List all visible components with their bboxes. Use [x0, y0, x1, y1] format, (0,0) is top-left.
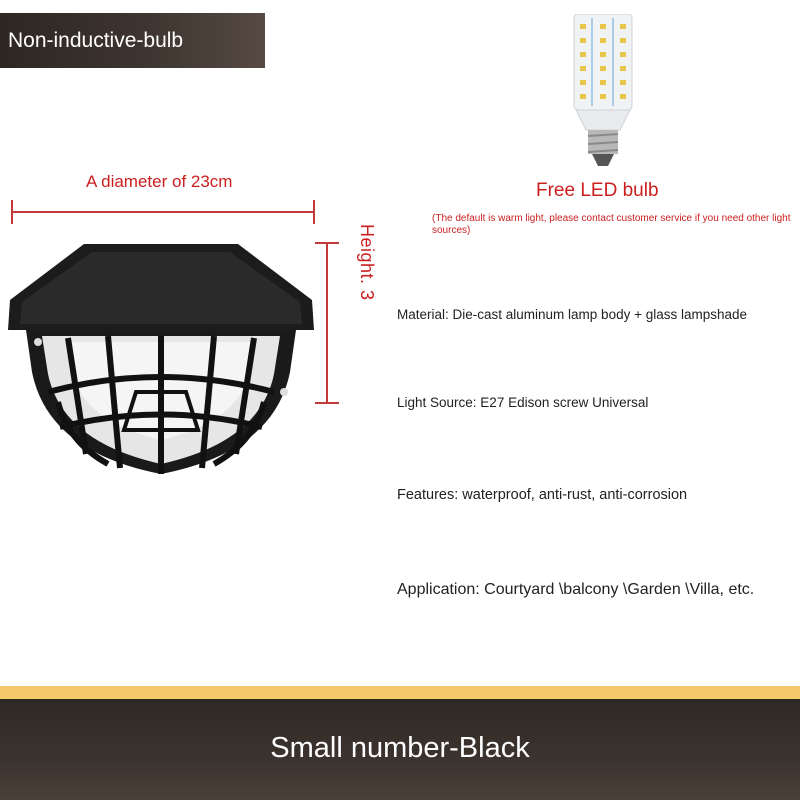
light-source-note: (The default is warm light, please contact customer service if you need other light sources)	[432, 213, 791, 236]
ceiling-lamp-image	[8, 242, 314, 487]
led-bulb-image	[568, 14, 638, 174]
height-label: Height. 3	[357, 224, 377, 301]
variant-name: Small number-Black	[270, 732, 530, 764]
spec-light-source: Light Source: E27 Edison screw Universal	[397, 395, 649, 410]
diameter-label: A diameter of 23cm	[86, 172, 233, 191]
variant-badge: Non-inductive-bulb	[0, 13, 265, 68]
height-line	[326, 243, 328, 403]
gold-divider	[0, 686, 800, 699]
spec-features: Features: waterproof, anti-rust, anti-corrosion	[397, 487, 688, 503]
diameter-tick-right	[313, 200, 315, 224]
spec-material: Material: Die-cast aluminum lamp body + glass lampshade	[397, 307, 748, 322]
free-led-bulb-label: Free LED bulb	[536, 180, 659, 201]
diameter-line	[12, 211, 314, 213]
spec-application: Application: Courtyard \balcony \Garden \Villa, etc.	[397, 581, 755, 598]
height-tick-bottom	[315, 402, 339, 404]
